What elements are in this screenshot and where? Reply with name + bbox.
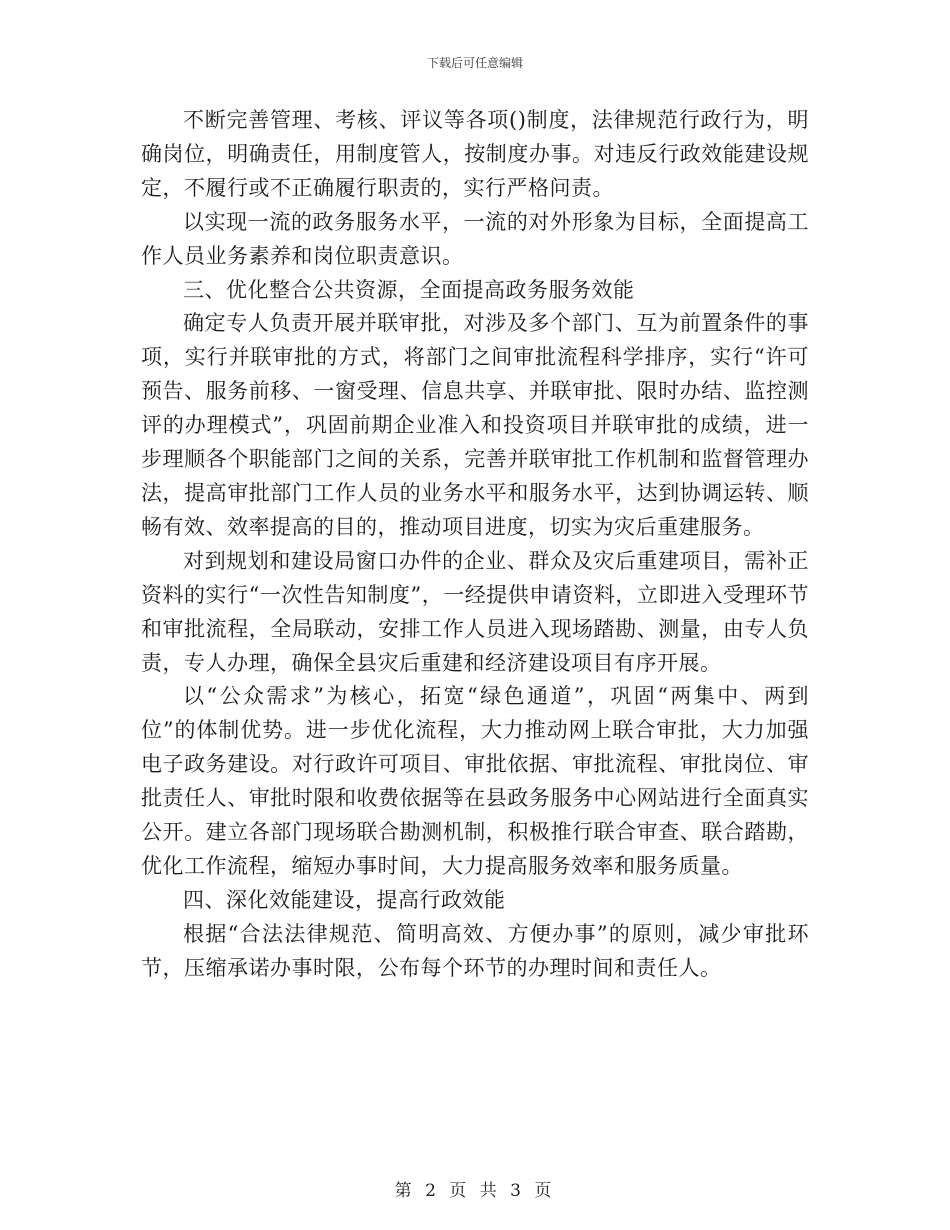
paragraph: 对到规划和建设局窗口办件的企业、群众及灾后重建项目，需补正资料的实行“一次性告知制度”，一经提供申请资料，立即进入受理环节和审批流程，全局联动，安排工作人员进入现场踏勘、测量，由专人负责，专人办理，确保全县灾后重建和经济建设项目有序开展。	[141, 548, 809, 675]
paragraph: 不断完善管理、考核、评议等各项()制度，法律规范行政行为，明确岗位，明确责任，用制度管人，按制度办事。对违反行政效能建设规定，不履行或不正确履行职责的，实行严格问责。	[141, 108, 809, 200]
section-heading: 三、优化整合公共资源，全面提高政务服务效能	[183, 277, 635, 302]
paragraph: 以实现一流的政务服务水平，一流的对外形象为目标，全面提高工作人员业务素养和岗位职责意识。	[141, 209, 809, 268]
document-body	[141, 104, 809, 986]
paragraph: 以“公众需求”为核心，拓宽“绿色通道”，巩固“两集中、两到位”的体制优势。进一步优化流程，大力推动网上联合审批，大力加强电子政务建设。对行政许可项目、审批依据、审批流程、审批岗位、审批责任人、审批时限和收费依据等在县政务服务中心网站进行全面真实公开。建立各部门现场联合勘测机制，积极推行联合审查、联合踏勘，优化工作流程，缩短办事时间，大力提高服务效率和服务质量。	[141, 684, 809, 878]
section-heading: 四、深化效能建设，提高行政效能	[183, 887, 506, 912]
page-header: 下载后可任意编辑	[426, 56, 523, 70]
paragraph: 根据“合法法律规范、简明高效、方便办事”的原则，减少审批环节，压缩承诺办事时限，公布每个环节的办理时间和责任人。	[141, 921, 809, 980]
page-number: 第 2 页 共 3 页	[394, 1181, 556, 1201]
paragraph: 确定专人负责开展并联审批，对涉及多个部门、互为前置条件的事项，实行并联审批的方式，将部门之间审批流程科学排序，实行“许可预告、服务前移、一窗受理、信息共享、并联审批、限时办结、监控测评的办理模式”，巩固前期企业准入和投资项目并联审批的成绩，进一步理顺各个职能部门之间的关系，完善并联审批工作机制和监督管理办法，提高审批部门工作人员的业务水平和服务水平，达到协调运转、顺畅有效、效率提高的目的，推动项目进度，切实为灾后重建服务。	[141, 311, 809, 539]
